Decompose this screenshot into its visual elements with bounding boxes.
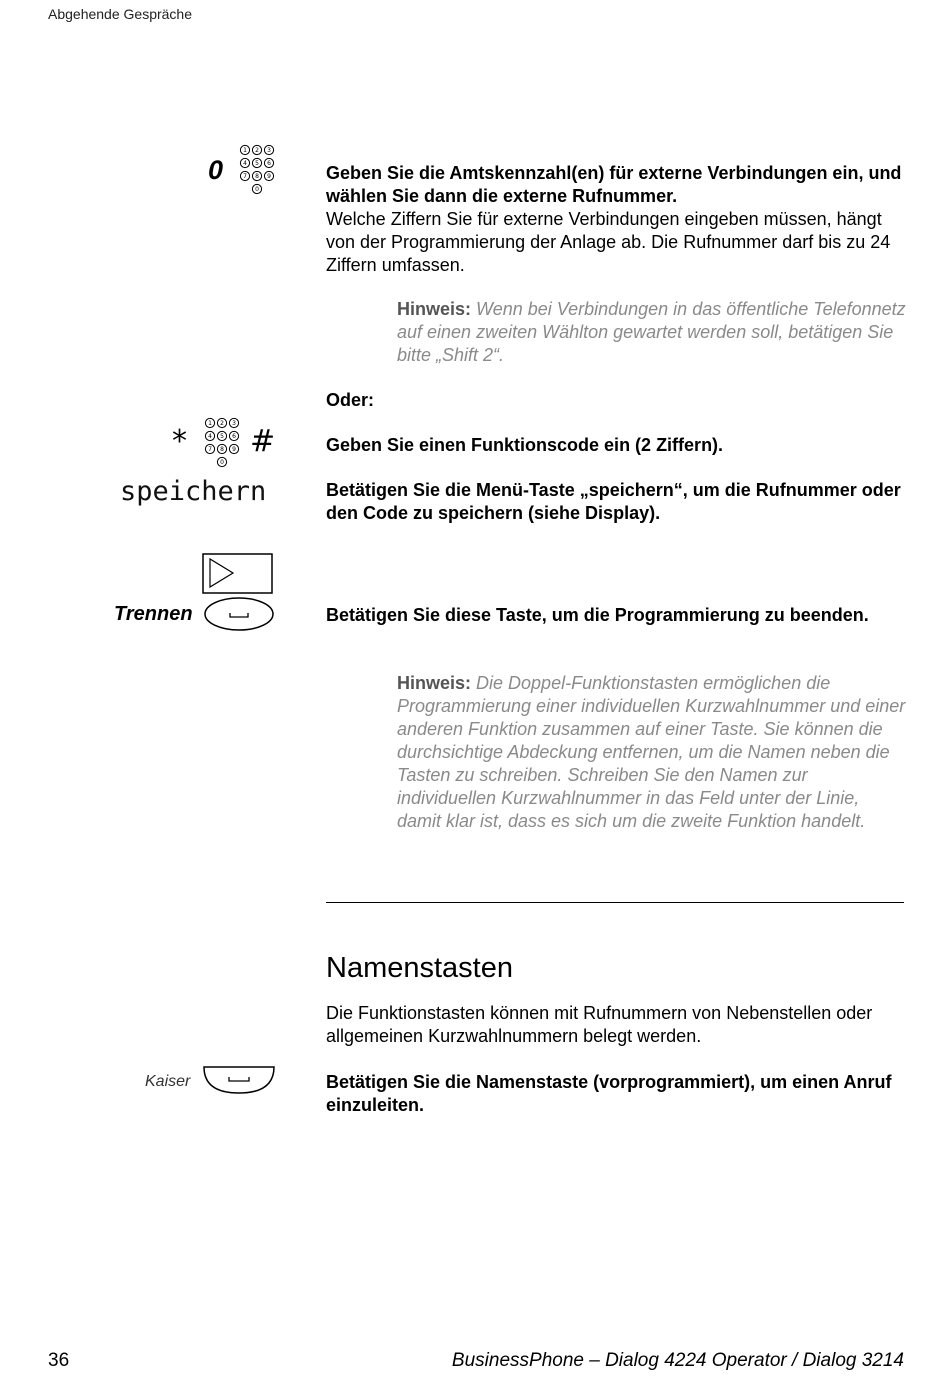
svg-text:9: 9	[267, 173, 271, 180]
svg-text:8: 8	[255, 173, 259, 180]
running-header: Abgehende Gespräche	[48, 6, 192, 22]
svg-text:3: 3	[232, 420, 236, 427]
svg-text:2: 2	[220, 420, 224, 427]
step1-bold-text: Geben Sie die Amtskennzahl(en) für externe Verbindungen ein, und wählen Sie dann die externe Rufnummer.	[326, 163, 902, 206]
note1-text: Wenn bei Verbindungen in das öffentliche Telefonnetz auf einen zweiten Wählton gewartet werden soll, betätigen Sie bitte „Shift 2“.	[397, 299, 906, 365]
svg-text:5: 5	[220, 433, 224, 440]
step3-instruction: Betätigen Sie die Menü-Taste „speichern“, um die Rufnummer oder den Code zu speichern (siehe Display).	[326, 480, 901, 523]
display-softkey-label: speichern	[120, 476, 267, 507]
section-divider	[326, 902, 904, 903]
keypad-icon	[239, 144, 279, 198]
svg-text:0: 0	[220, 459, 224, 466]
step1-normal-text: Welche Ziffern Sie für externe Verbindungen eingeben müssen, hängt von der Programmierung der Anlage ab. Die Rufnummer darf bis zu 24 Ziffern umfassen.	[326, 209, 891, 275]
digit-zero-label: 0	[208, 155, 224, 185]
or-label: Oder:	[326, 390, 375, 410]
section-title: Namenstasten	[326, 952, 513, 984]
svg-text:2: 2	[255, 147, 259, 154]
svg-text:9: 9	[232, 446, 236, 453]
note2-label: Hinweis:	[397, 673, 472, 693]
function-key-icon[interactable]	[203, 596, 275, 632]
trennen-label: Trennen	[114, 603, 193, 625]
note2-text: Die Doppel-Funktionstasten ermöglichen die Programmierung einer individuellen Kurzwahlnummer und einer anderen Funktion zusammen auf einer Taste. Sie können die durchsichtige Abdeckung entfernen, um die Namen neben die Tasten zu schreiben. Schreiben Sie den Namen zur individuellen Kurzwahlnummer in das Feld unter der Linie, damit klar ist, dass es sich um die zweite Funktion handelt.	[397, 673, 906, 831]
section-intro: Die Funktionstasten können mit Rufnummern von Nebenstellen oder allgemeinen Kurzwahlnummern belegt werden.	[326, 1003, 873, 1046]
note2	[397, 672, 907, 833]
step1-instruction	[326, 162, 906, 277]
svg-text:5: 5	[255, 160, 259, 167]
step2-instruction: Geben Sie einen Funktionscode ein (2 Ziffern).	[326, 435, 724, 455]
svg-text:1: 1	[208, 420, 212, 427]
svg-text:6: 6	[267, 160, 271, 167]
step5-instruction: Betätigen Sie die Namenstaste (vorprogrammiert), um einen Anruf einzuleiten.	[326, 1072, 892, 1115]
display-key-icon	[202, 553, 274, 595]
note1	[397, 298, 907, 367]
svg-text:7: 7	[208, 446, 212, 453]
svg-text:0: 0	[255, 186, 259, 193]
note1-label: Hinweis:	[397, 299, 472, 319]
function-key-icon[interactable]	[201, 1063, 277, 1097]
kaiser-label: Kaiser	[145, 1073, 191, 1090]
step4-instruction: Betätigen Sie diese Taste, um die Programmierung zu beenden.	[326, 605, 869, 625]
footer-doc-title: BusinessPhone – Dialog 4224 Operator / Dialog 3214	[451, 1350, 904, 1371]
svg-text:7: 7	[243, 173, 247, 180]
page-number: 36	[48, 1350, 70, 1371]
svg-text:8: 8	[220, 446, 224, 453]
svg-text:4: 4	[243, 160, 247, 167]
svg-text:6: 6	[232, 433, 236, 440]
svg-text:1: 1	[243, 147, 247, 154]
keypad-icon	[204, 417, 244, 471]
star-key-label: *	[172, 424, 187, 459]
svg-text:4: 4	[208, 433, 212, 440]
svg-text:3: 3	[267, 147, 271, 154]
hash-key-label: #	[250, 424, 276, 459]
